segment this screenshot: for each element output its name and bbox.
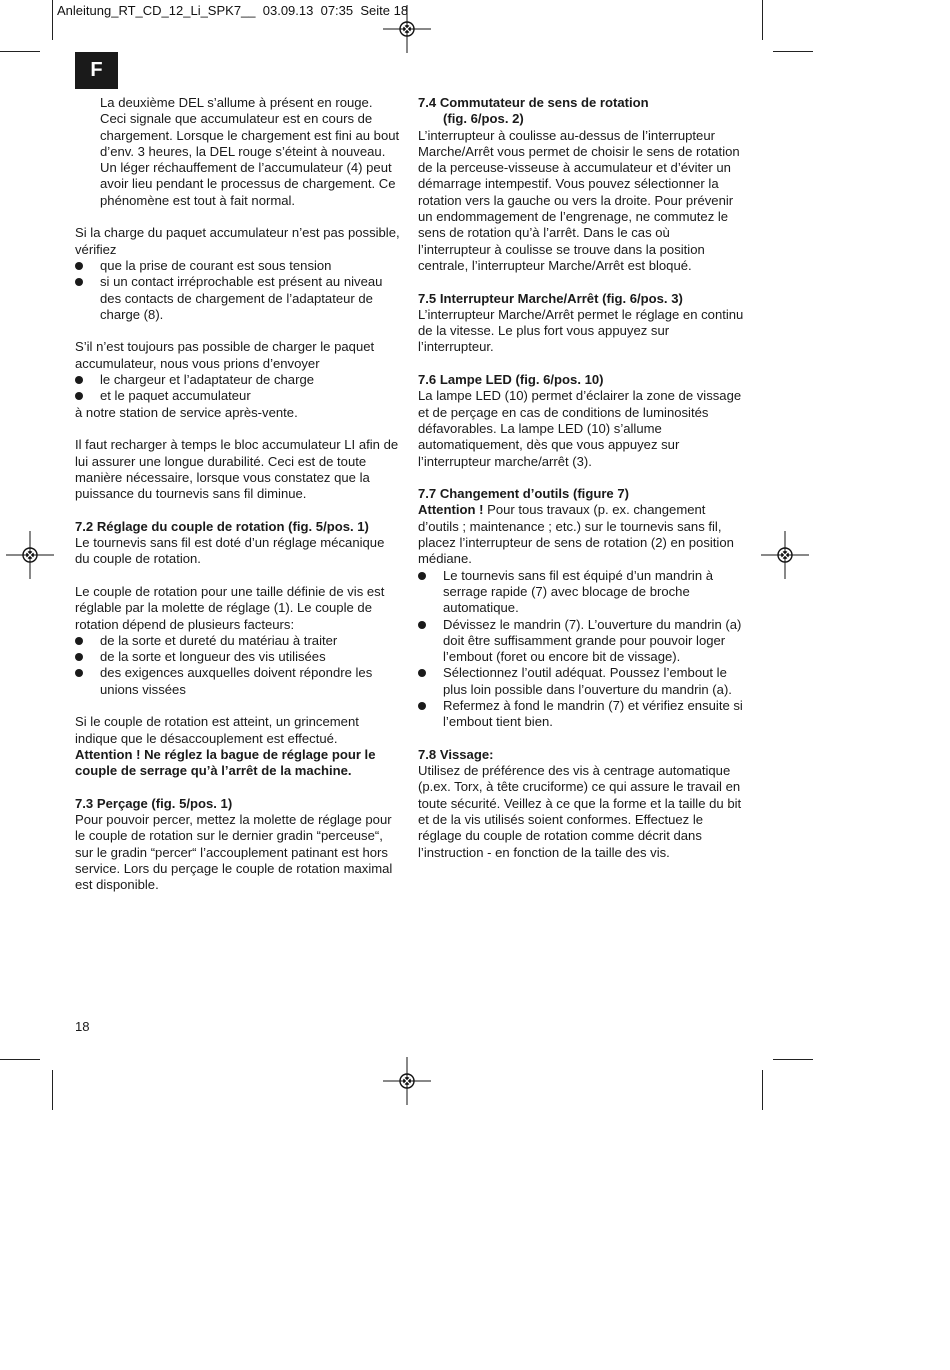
charge-check-intro: Si la charge du paquet accumulateur n’est pas possible, vérifiez xyxy=(75,225,400,257)
section-7-5-text: L’interrupteur Marche/Arrêt permet le réglage en continu de la vitesse. Le plus fort vous appuyez sur l’interrupteur. xyxy=(418,306,744,355)
section-7-7 xyxy=(418,486,744,730)
service-section xyxy=(75,339,400,420)
factor-list xyxy=(75,633,400,698)
section-7-6-text: La lampe LED (10) permet d’éclairer la zone de vissage et de perçage en cas de conditions de luminosités défavorables. La lampe LED (10) s’allume automatiquement, dès que vous appuyez sur l’interrupteur marche/arrêt (3). xyxy=(418,388,742,469)
section-7-2-warning-block xyxy=(75,714,400,779)
list-item: et le paquet accumulateur xyxy=(75,388,400,404)
section-7-6-title: 7.6 Lampe LED (fig. 6/pos. 10) xyxy=(418,372,604,388)
list-item: Le tournevis sans fil est équipé d’un mandrin à serrage rapide (7) avec blocage de broche automatique. xyxy=(418,568,744,617)
service-intro: S’il n’est toujours pas possible de charger le paquet accumulateur, nous vous prions d’envoyer xyxy=(75,339,375,371)
section-7-7-title: 7.7 Changement d’outils (figure 7) xyxy=(418,486,629,502)
list-item: de la sorte et longueur des vis utilisées xyxy=(75,649,400,665)
section-7-6 xyxy=(418,372,744,470)
service-list xyxy=(75,372,400,405)
charge-check-section xyxy=(75,225,400,323)
section-7-2 xyxy=(75,519,400,568)
slug-date: 03.09.13 xyxy=(262,3,314,18)
tool-change-list xyxy=(418,568,744,731)
slug-page: Seite 18 xyxy=(360,3,409,18)
section-7-4-title: 7.4 Commutateur de sens de rotation xyxy=(418,95,649,110)
crop-mark-bottom-left-v xyxy=(52,1070,53,1110)
print-slug xyxy=(57,3,408,18)
list-item: Sélectionnez l’outil adéquat. Poussez l’embout le plus loin possible dans l’ouverture du mandrin (a). xyxy=(418,665,744,698)
slug-time: 07:35 xyxy=(320,3,354,18)
section-7-2-title: 7.2 Réglage du couple de rotation (fig. 5/pos. 1) xyxy=(75,518,369,534)
list-item: le chargeur et l’adaptateur de charge xyxy=(75,372,400,388)
section-7-7-attention: Attention ! xyxy=(418,502,484,518)
section-7-8-text: Utilisez de préférence des vis à centrage automatique (p.ex. Torx, à tête cruciforme) ce qui assure le travail en toute sécurité. Veillez à ce que la forme et la taille du bit et de la vis utilisés soient conformes. Effectuez le réglage du couple de rotation comme décrit dans l’instruction - en fonction de la taille des vis. xyxy=(418,763,742,860)
section-7-8 xyxy=(418,747,744,861)
right-column xyxy=(418,95,744,877)
section-7-2-para3: Si le couple de rotation est atteint, un grincement indique que le désaccouplement est effectué. xyxy=(75,714,359,746)
slug-file: Anleitung_RT_CD_12_Li_SPK7__ xyxy=(57,3,256,18)
section-7-4 xyxy=(418,95,744,274)
page-number: 18 xyxy=(75,1019,90,1034)
registration-mark-top-icon xyxy=(383,5,431,53)
section-7-2-text: Le tournevis sans fil est doté d’un réglage mécanique du couple de rotation. xyxy=(75,535,385,567)
registration-mark-left-icon xyxy=(6,531,54,579)
crop-mark-bottom-right-v xyxy=(762,1070,763,1110)
section-7-2-factors xyxy=(75,584,400,698)
registration-mark-bottom-icon xyxy=(383,1057,431,1105)
section-7-7-intro xyxy=(418,502,744,567)
crop-mark-top-right-v xyxy=(762,0,763,40)
section-7-5 xyxy=(418,291,744,356)
recharge-paragraph: Il faut recharger à temps le bloc accumulateur LI afin de lui assurer une longue durabilité. Ceci est de toute manière nécessaire, lorsque vous constatez que la puissance du tournevis sans fil diminue. xyxy=(75,437,399,502)
list-item: que la prise de courant est sous tension xyxy=(75,258,400,274)
section-7-3-text: Pour pouvoir percer, mettez la molette de réglage pour le couple de rotation sur le dernier gradin “perceuse“, sur le gradin “percer“ l’accouplement patinant est hors service. Lors du perçage le couple de rotation maximal est disponible. xyxy=(75,812,393,893)
crop-mark-top-left-v xyxy=(52,0,53,40)
crop-mark-bottom-left-h xyxy=(0,1059,40,1060)
left-column xyxy=(75,95,400,910)
section-7-3 xyxy=(75,796,400,894)
list-item: si un contact irréprochable est présent au niveau des contacts de chargement de l’adaptateur de charge (8). xyxy=(75,274,400,323)
charging-intro-paragraph: La deuxième DEL s’allume à présent en rouge. Ceci signale que accumulateur est en cours de chargement. Lorsque le chargement est fini au bout d’env. 3 heures, la DEL rouge s’éteint à nouveau. Un léger réchauffement de l’accumulateur (4) peut avoir lieu pendant le processus de chargement. Ce phénomène est tout à fait normal. xyxy=(100,95,400,208)
section-7-3-title: 7.3 Perçage (fig. 5/pos. 1) xyxy=(75,795,233,811)
charge-check-list xyxy=(75,258,400,323)
section-7-2-para2: Le couple de rotation pour une taille définie de vis est réglable par la molette de réglage (1). Le couple de rotation dépend de plusieurs facteurs: xyxy=(75,583,385,632)
crop-mark-bottom-right-h xyxy=(773,1059,813,1060)
list-item: Dévissez le mandrin (7). L’ouverture du mandrin (a) doit être suffisamment grande pour pouvoir loger l’embout (foret ou encore bit de vissage). xyxy=(418,617,744,666)
list-item: des exigences auxquelles doivent répondre les unions vissées xyxy=(75,665,400,698)
section-7-5-title: 7.5 Interrupteur Marche/Arrêt (fig. 6/pos. 3) xyxy=(418,290,683,306)
service-outro: à notre station de service après-vente. xyxy=(75,404,298,420)
section-7-7-text: Pour tous travaux (p. ex. changement d’outils ; maintenance ; etc.) sur le tournevis sans fil, placez l’interrupteur de sens de rotation (2) en position médiane. xyxy=(418,502,734,567)
section-7-4-text: L’interrupteur à coulisse au-dessus de l’interrupteur Marche/Arrêt vous permet de choisir le sens de rotation de la perceuse-visseuse à accumulateur et d’éviter un démarrage intempestif. Vous pouvez sélectionner la rotation vers la gauche ou vers la droite. Pour prévenir un endommagement de l’engrenage, ne commutez le sens de rotation qu’à l’arrêt. Dans le cas où l’interrupteur à coulisse se trouve dans la position centrale, l’interrupteur Marche/Arrêt est bloqué. xyxy=(418,127,740,273)
crop-mark-top-right-h xyxy=(773,51,813,52)
section-7-4-title-sub: (fig. 6/pos. 2) xyxy=(443,111,524,127)
section-7-8-title: 7.8 Vissage: xyxy=(418,746,494,762)
language-badge: F xyxy=(75,52,118,89)
list-item: Refermez à fond le mandrin (7) et vérifiez ensuite si l’embout tient bien. xyxy=(418,698,744,731)
list-item: de la sorte et dureté du matériau à traiter xyxy=(75,633,400,649)
section-7-2-warning: Attention ! Ne réglez la bague de réglage pour le couple de serrage qu’à l’arrêt de la machine. xyxy=(75,746,376,779)
crop-mark-top-left-h xyxy=(0,51,40,52)
registration-mark-right-icon xyxy=(761,531,809,579)
